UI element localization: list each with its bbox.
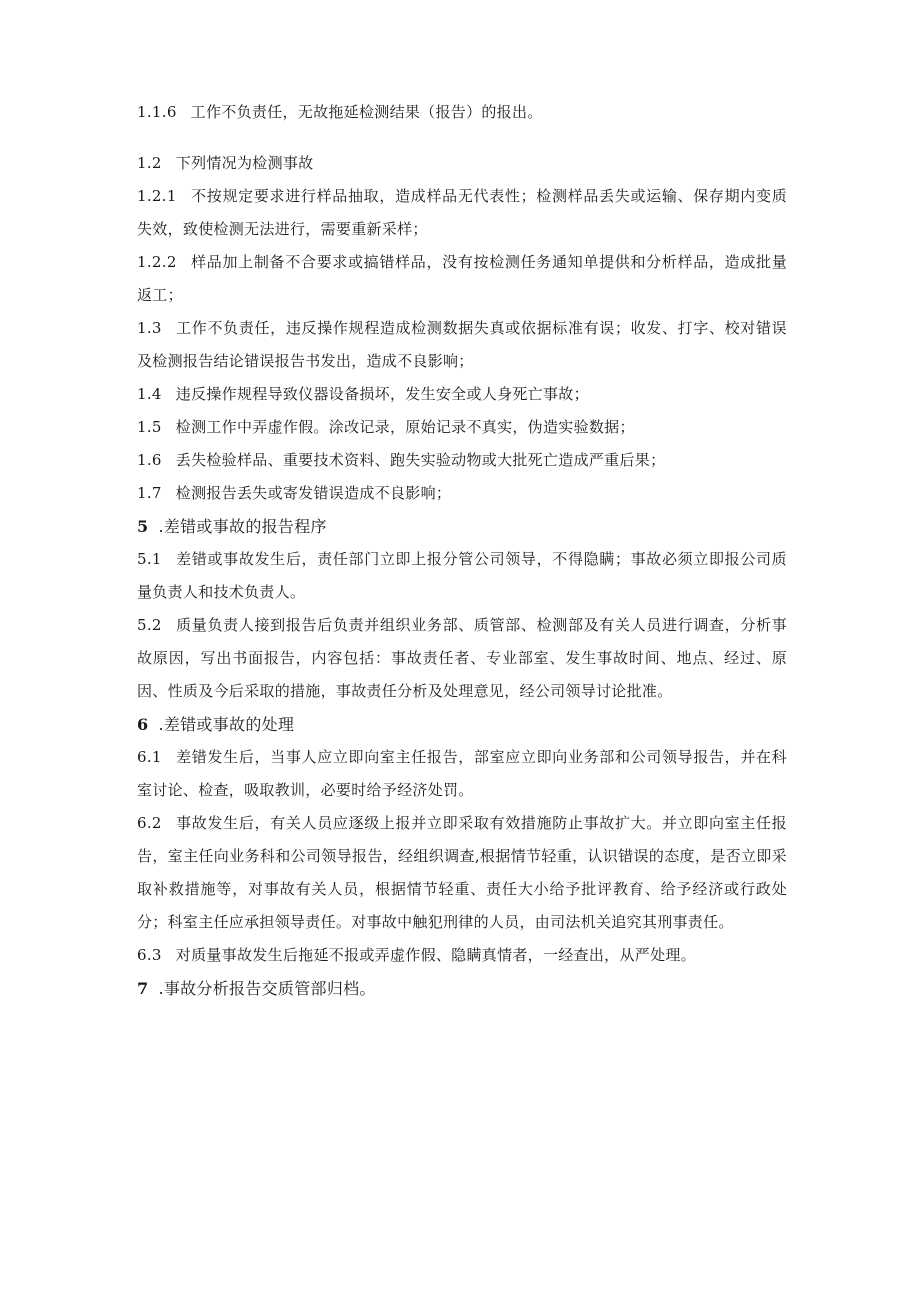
clause-text: 差错或事故发生后，责任部门立即上报分管公司领导，不得隐瞒；事故必须立即报公司质量负责人和技术负责人。 <box>137 550 787 601</box>
clause-number: 6.1 <box>137 748 162 766</box>
section-title: .事故分析报告交质管部归档。 <box>158 979 376 998</box>
clause-text: 检测报告丢失或寄发错误造成不良影响； <box>175 484 452 502</box>
section-number: 7 <box>137 979 149 998</box>
section-heading-6 <box>137 708 787 741</box>
clause-1-2-2 <box>137 246 787 312</box>
clause-number: 5.2 <box>137 616 162 634</box>
clause-text: 违反操作规程导致仪器设备损坏，发生安全或人身死亡事故； <box>175 385 589 403</box>
clause-text: 工作不负责任，无故拖延检测结果（报告）的报出。 <box>190 103 543 121</box>
clause-number: 1.7 <box>137 484 162 502</box>
clause-6-2 <box>137 807 787 939</box>
clause-text: 质量负责人接到报告后负责并组织业务部、质管部、检测部及有关人员进行调查，分析事故原因，写出书面报告，内容包括：事故责任者、专业部室、发生事故时间、地点、经过、原因、性质及今后采取的措施，事故责任分析及处理意见，经公司领导讨论批准。 <box>137 616 787 700</box>
clause-1-4 <box>137 378 787 411</box>
section-heading-7 <box>137 972 787 1005</box>
clause-text: 检测工作中弄虚作假。涂改记录，原始记录不真实，伪造实验数据； <box>175 418 635 436</box>
clause-1-7 <box>137 477 787 510</box>
clause-1-5 <box>137 411 787 444</box>
clause-5-1 <box>137 543 787 609</box>
section-title: .差错或事故的处理 <box>158 715 295 734</box>
clause-1-2 <box>137 147 787 180</box>
clause-text: 样品加上制备不合要求或搞错样品，没有按检测任务通知单提供和分析样品，造成批量返工； <box>137 253 787 304</box>
clause-number: 1.5 <box>137 418 162 436</box>
clause-number: 1.6 <box>137 451 162 469</box>
clause-number: 1.4 <box>137 385 162 403</box>
clause-number: 1.2 <box>137 154 162 172</box>
clause-number: 1.2.2 <box>137 253 177 271</box>
clause-number: 5.1 <box>137 550 162 568</box>
clause-6-1 <box>137 741 787 807</box>
clause-1-2-1 <box>137 180 787 246</box>
section-heading-5 <box>137 510 787 543</box>
clause-1-1-6 <box>137 96 787 129</box>
section-title: .差错或事故的报告程序 <box>158 517 327 536</box>
clause-number: 6.2 <box>137 814 162 832</box>
clause-1-6 <box>137 444 787 477</box>
clause-text: 对质量事故发生后拖延不报或弄虚作假、隐瞒真情者，一经查出，从严处理。 <box>175 946 696 964</box>
clause-5-2 <box>137 609 787 708</box>
clause-1-3 <box>137 312 787 378</box>
clause-number: 1.1.6 <box>137 103 177 121</box>
clause-text: 差错发生后，当事人应立即向室主任报告，部室应立即向业务部和公司领导报告，并在科室讨论、检查，吸取教训，必要时给予经济处罚。 <box>137 748 787 799</box>
clause-text: 下列情况为检测事故 <box>175 154 314 172</box>
clause-6-3 <box>137 939 787 972</box>
clause-text: 不按规定要求进行样品抽取，造成样品无代表性；检测样品丢失或运输、保存期内变质失效，致使检测无法进行，需要重新采样； <box>137 187 787 238</box>
section-number: 6 <box>137 715 149 734</box>
spacer <box>137 129 787 147</box>
clause-text: 工作不负责任，违反操作规程造成检测数据失真或依据标准有误；收发、打字、校对错误及检测报告结论错误报告书发出，造成不良影响； <box>137 319 787 370</box>
clause-number: 1.3 <box>137 319 162 337</box>
clause-number: 6.3 <box>137 946 162 964</box>
section-number: 5 <box>137 517 149 536</box>
clause-text: 事故发生后，有关人员应逐级上报并立即采取有效措施防止事故扩大。并立即向室主任报告，室主任向业务科和公司领导报告，经组织调查,根据情节轻重，认识错误的态度，是否立即采取补救措施等，对事故有关人员，根据情节轻重、责任大小给予批评教育、给予经济或行政处分；科室主任应承担领导责任。对事故中触犯刑律的人员，由司法机关追究其刑事责任。 <box>137 814 787 931</box>
clause-text: 丢失检验样品、重要技术资料、跑失实验动物或大批死亡造成严重后果； <box>175 451 666 469</box>
document-body <box>137 96 787 1005</box>
clause-number: 1.2.1 <box>137 187 177 205</box>
